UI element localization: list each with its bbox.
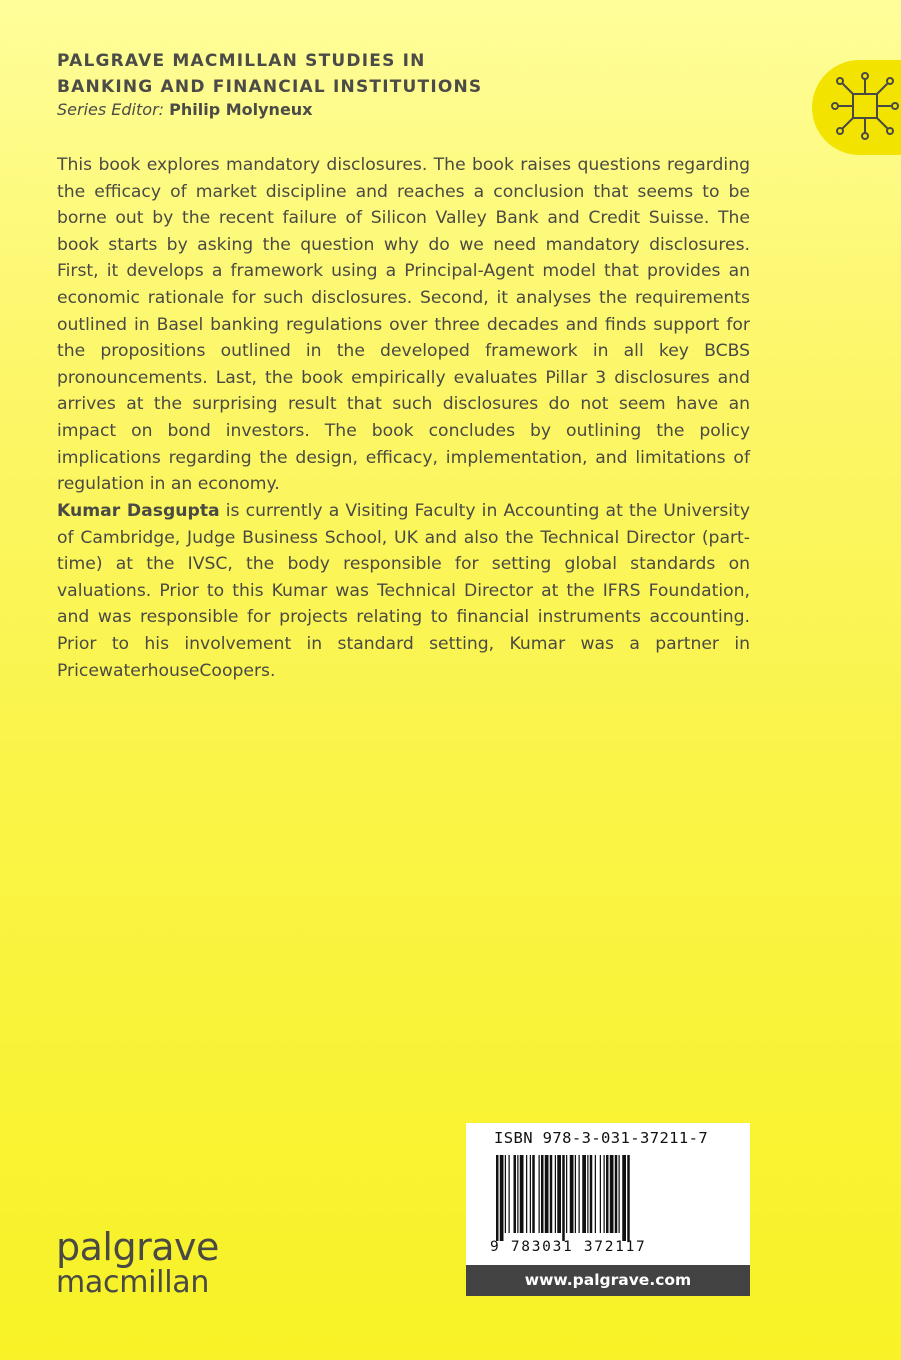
barcode-bar xyxy=(610,1155,614,1233)
series-editor-name: Philip Molyneux xyxy=(169,100,313,119)
barcode-bar xyxy=(496,1155,499,1241)
barcode-bar xyxy=(505,1155,506,1233)
barcode-bar xyxy=(557,1155,561,1233)
palgrave-macmillan-logo xyxy=(56,1225,219,1300)
barcode-bar xyxy=(566,1155,567,1233)
series-title xyxy=(57,48,657,100)
barcode-bar xyxy=(606,1155,609,1233)
barcode-bar xyxy=(579,1155,580,1233)
barcode-bar xyxy=(562,1155,565,1241)
series-editor-role: Series Editor: xyxy=(57,100,165,119)
publisher-website: www.palgrave.com xyxy=(466,1265,750,1296)
barcode-bar xyxy=(587,1155,588,1233)
logo-line1: palgrave xyxy=(56,1225,219,1269)
barcode-bar xyxy=(622,1155,626,1241)
barcode-bar xyxy=(539,1155,540,1233)
author-name: Kumar Dasgupta xyxy=(57,501,220,521)
barcode-bar xyxy=(530,1155,531,1233)
barcode-bars xyxy=(496,1155,724,1241)
series-editor xyxy=(57,100,313,119)
series-badge xyxy=(812,60,901,155)
barcode-bar xyxy=(604,1155,605,1233)
barcode-bar xyxy=(619,1155,620,1233)
barcode-bar xyxy=(509,1155,510,1233)
barcode-bar xyxy=(550,1155,553,1233)
barcode-bar xyxy=(532,1155,535,1233)
barcode-bar xyxy=(514,1155,517,1233)
barcode-bar xyxy=(590,1155,593,1233)
barcode-bar xyxy=(615,1155,618,1233)
barcode-bar xyxy=(545,1155,549,1233)
barcode-bar xyxy=(500,1155,504,1241)
barcode-bar xyxy=(517,1155,518,1233)
barcode-bar xyxy=(627,1155,630,1241)
author-bio xyxy=(57,498,750,684)
barcode-bar xyxy=(541,1155,544,1233)
barcode-bar xyxy=(570,1155,574,1233)
isbn-barcode xyxy=(466,1123,750,1265)
series-title-line1: PALGRAVE MACMILLAN STUDIES IN xyxy=(57,51,426,71)
barcode-bar xyxy=(575,1155,576,1233)
barcode-bar xyxy=(582,1155,586,1233)
author-bio-text: is currently a Visiting Faculty in Accounting at the University of Cambridge, Judge Business School, UK and also the Technical Director (part-time) at the IVSC, the body responsible for setting global standards on valuations. Prior to this Kumar was Technical Director at the IFRS Foundation, and was responsible for projects relating to financial instruments accounting. Prior to his involvement in standard setting, Kumar was a partner in PricewaterhouseCoopers. xyxy=(57,501,750,681)
barcode-bar xyxy=(520,1155,524,1233)
palgrave-network-node-icon xyxy=(826,67,901,145)
isbn-label: ISBN 978-3-031-37211-7 xyxy=(494,1129,709,1147)
barcode-digits: 9 783031 372117 xyxy=(490,1239,647,1255)
barcode-bar xyxy=(555,1155,556,1233)
barcode-bar xyxy=(600,1155,601,1233)
barcode-bar xyxy=(526,1155,527,1233)
logo-line2: macmillan xyxy=(56,1265,210,1300)
series-title-line2: BANKING AND FINANCIAL INSTITUTIONS xyxy=(57,77,483,97)
book-description: This book explores mandatory disclosures. The book raises questions regarding the efficacy of market discipline and reaches a conclusion that seems to be borne out by the recent failure of Silicon Valley Bank and Credit Suisse. The book starts by asking the question why do we need mandatory disclosures. First, it develops a framework using a Principal-Agent model that provides an economic rationale for such disclosures. Second, it analyses the requirements outlined in Basel banking regulations over three decades and finds support for the propositions outlined in the developed framework in all key BCBS pronouncements. Last, the book empirically evaluates Pillar 3 disclosures and arrives at the surprising result that such disclosures do not seem have an impact on bond investors. The book concludes by outlining the policy implications regarding the design, efficacy, implementation, and limitations of regulation in an economy. xyxy=(57,155,750,495)
barcode-bar xyxy=(595,1155,596,1233)
